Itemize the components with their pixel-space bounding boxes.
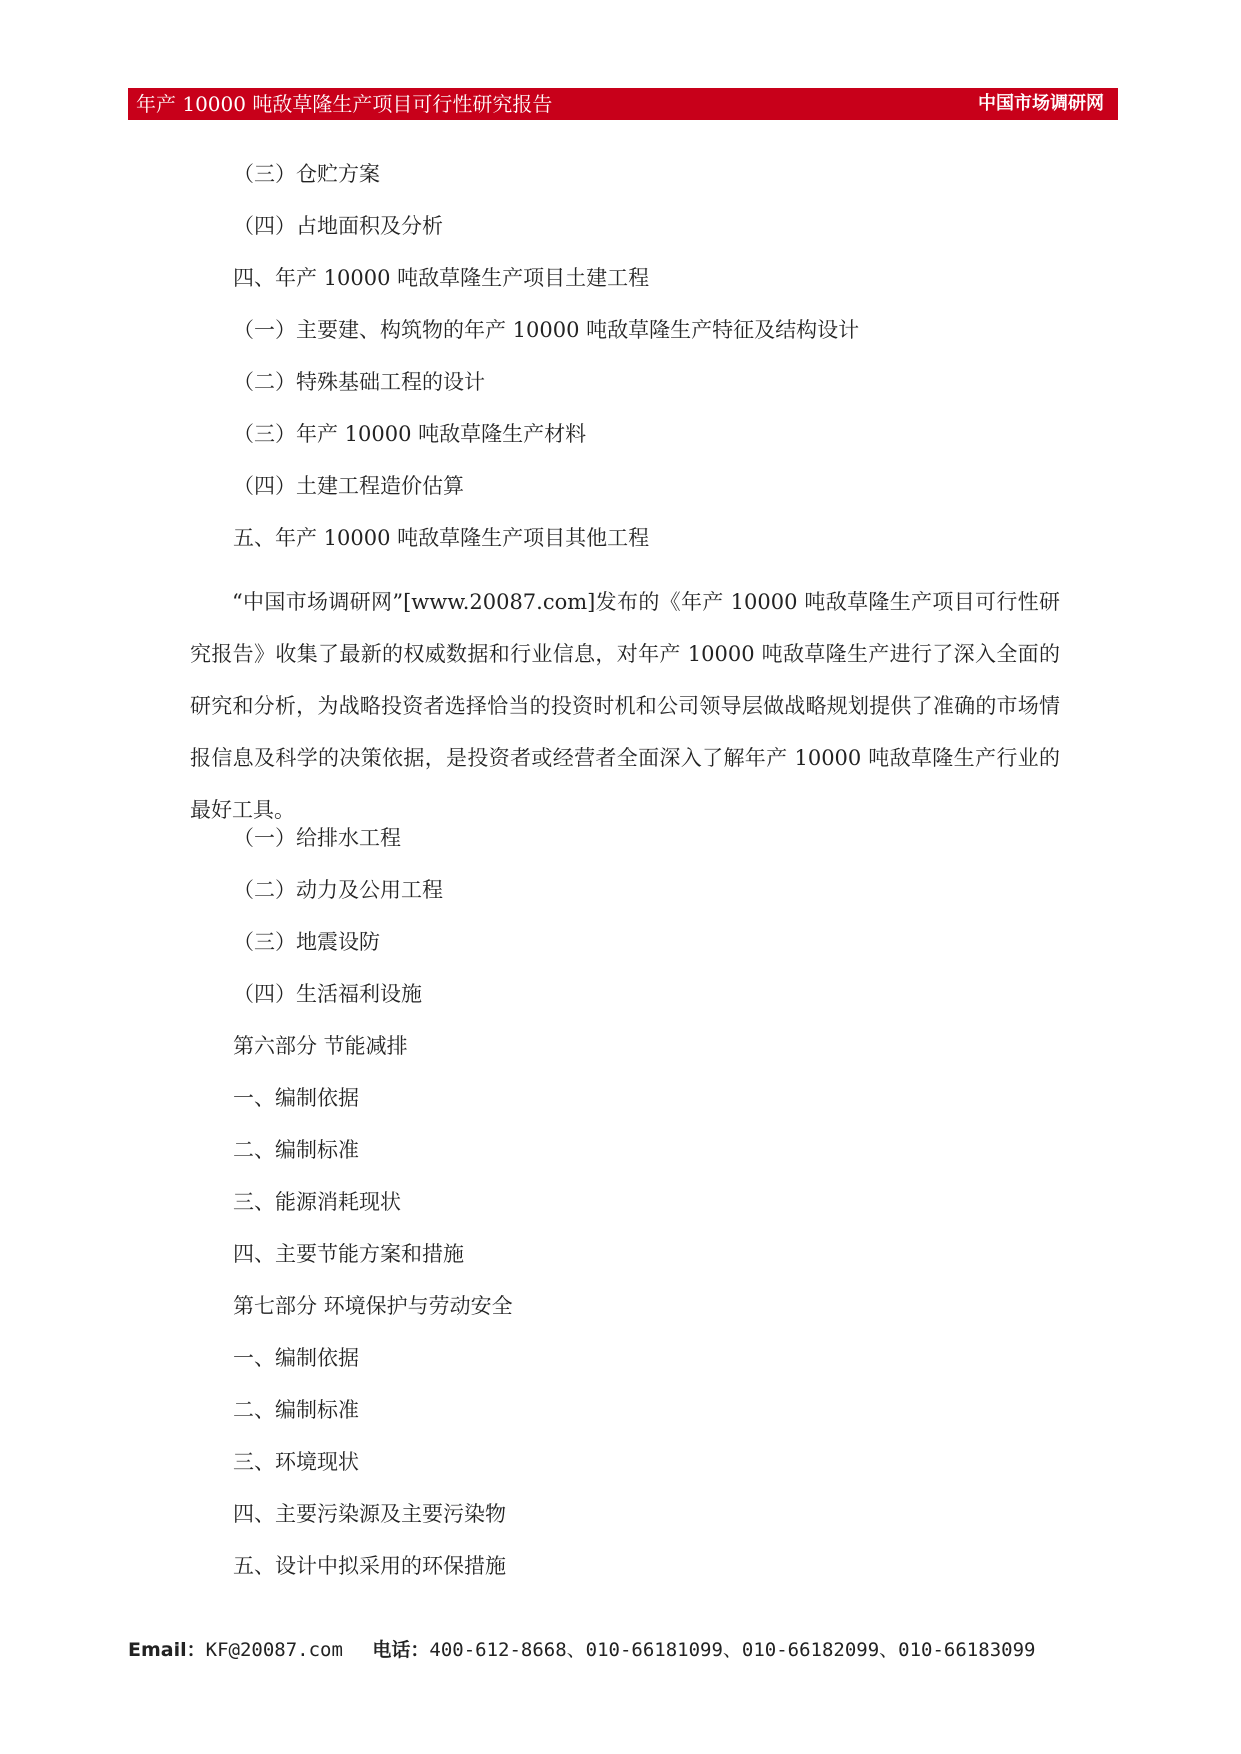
toc-line: （四）生活福利设施 — [233, 982, 422, 1006]
email-label: Email： — [128, 1639, 206, 1661]
toc-line: 一、编制依据 — [233, 1346, 359, 1370]
document-title: 年产 10000 吨敌草隆生产项目可行性研究报告 — [136, 92, 553, 116]
toc-line: （一）主要建、构筑物的年产 10000 吨敌草隆生产特征及结构设计 — [233, 318, 860, 342]
toc-line: 二、编制标准 — [233, 1398, 359, 1422]
toc-line: 五、年产 10000 吨敌草隆生产项目其他工程 — [233, 526, 650, 550]
toc-line: （四）占地面积及分析 — [233, 214, 443, 238]
toc-line: 四、主要污染源及主要污染物 — [233, 1502, 506, 1526]
toc-line: 四、年产 10000 吨敌草隆生产项目土建工程 — [233, 266, 650, 290]
toc-line: （一）给排水工程 — [233, 826, 401, 850]
section-heading: 第七部分 环境保护与劳动安全 — [233, 1294, 513, 1318]
toc-line: 四、主要节能方案和措施 — [233, 1242, 464, 1266]
header-bar — [128, 88, 1118, 120]
section-heading: 第六部分 节能减排 — [233, 1034, 408, 1058]
brand-name: 中国市场调研网 — [978, 93, 1104, 114]
toc-line: （三）地震设防 — [233, 930, 380, 954]
toc-line: 三、能源消耗现状 — [233, 1190, 401, 1214]
email-address[interactable]: KF@20087.com — [205, 1639, 343, 1661]
toc-line: （二）动力及公用工程 — [233, 878, 443, 902]
toc-line: 五、设计中拟采用的环保措施 — [233, 1554, 506, 1578]
footer-contact — [128, 1638, 1118, 1662]
toc-line: 二、编制标准 — [233, 1138, 359, 1162]
phone-label: 电话： — [372, 1639, 430, 1661]
toc-line: （四）土建工程造价估算 — [233, 474, 464, 498]
toc-line: （三）年产 10000 吨敌草隆生产材料 — [233, 422, 587, 446]
toc-line: 三、环境现状 — [233, 1450, 359, 1474]
report-description-paragraph: “中国市场调研网”[www.20087.com]发布的《年产 10000 吨敌草隆生产项目可行性研究报告》收集了最新的权威数据和行业信息，对年产 10000 吨敌草隆生产进行了深入全面的研究和分析，为战略投资者选择恰当的投资时机和公司领导层做战略规划提供了准确的市场情报信息及科学的决策依据，是投资者或经营者全面深入了解年产 10000 吨敌草隆生产行业的最好工具。 — [190, 590, 1060, 822]
toc-line: 一、编制依据 — [233, 1086, 359, 1110]
toc-line: （二）特殊基础工程的设计 — [233, 370, 485, 394]
toc-line: （三）仓贮方案 — [233, 162, 380, 186]
phone-numbers: 400-612-8668、010-66181099、010-66182099、010-66183099 — [429, 1639, 1036, 1661]
